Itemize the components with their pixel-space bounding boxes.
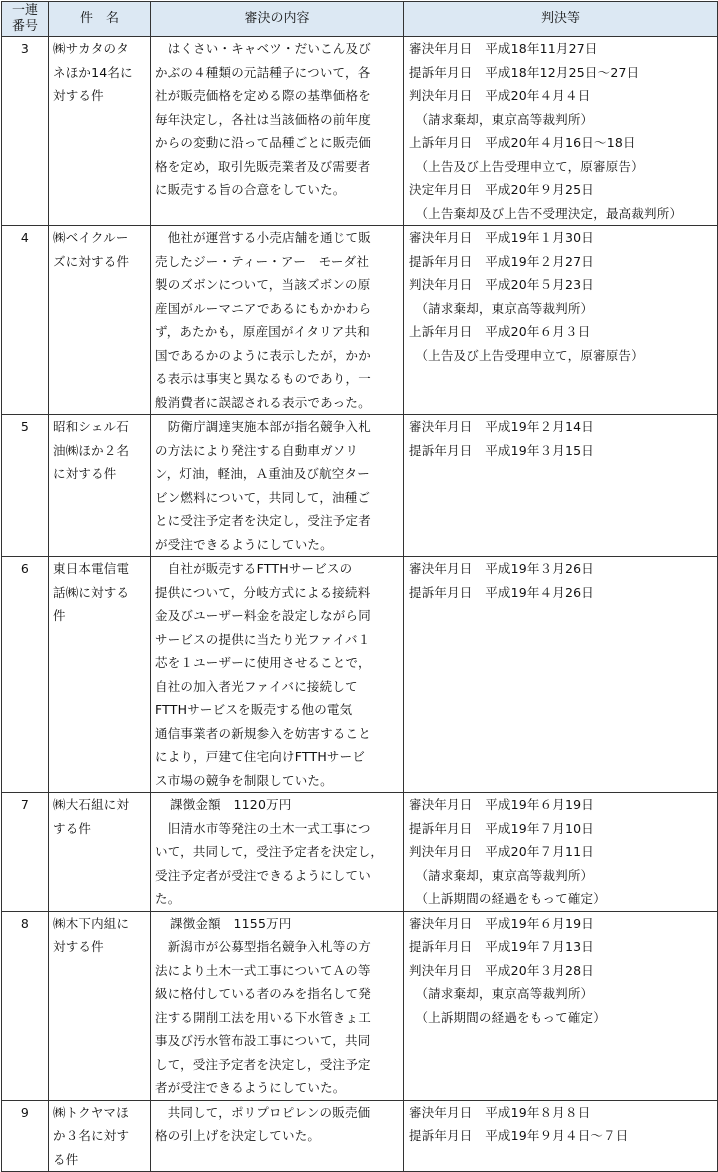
header-ruling: 判決等: [404, 2, 718, 37]
case-name: [49, 415, 151, 557]
decision-content-line: 般消費者に誤認される表示であった。: [155, 394, 371, 410]
decision-content-line: ス市場の競争を制限していた。: [155, 772, 333, 788]
decision-content-line: 格を定め，取引先販売業者及び需要者: [155, 158, 371, 174]
decision-content: [151, 37, 404, 226]
case-name: [49, 793, 151, 912]
ruling-line: 提訴年月日 平成19年７月10日: [409, 820, 595, 836]
decision-content-line: 毎年決定し，各社は当該価格の前年度: [155, 111, 371, 127]
case-name-line: ㈱トクヤマほ: [53, 1104, 129, 1120]
decision-content-line: とに受注予定者を決定し，受注予定者: [155, 513, 371, 528]
ruling-line: 審決年月日 平成19年３月26日: [409, 561, 595, 576]
decision-content-line: 法により土木一式工事についてＡの等: [155, 962, 371, 978]
decision-content-line: ず，あたかも，原産国がイタリア共和: [155, 324, 370, 339]
case-name: [49, 37, 151, 226]
decision-content-line: 国であるかのように表示したが，かか: [155, 347, 371, 363]
decision-content-line: に販売する旨の合意をしていた。: [155, 182, 346, 197]
header-content: 審決の内容: [151, 2, 404, 37]
ruling-line: 判決年月日 平成20年３月28日: [409, 962, 595, 978]
table-body: [2, 37, 718, 1172]
decision-content: [151, 557, 404, 793]
row-number: 5: [2, 415, 49, 557]
decision-content-line: 受注予定者が受注できるようにしてい: [155, 867, 371, 883]
decision-content-line: 事及び汚水管布設工事について，共同: [155, 1033, 371, 1048]
decision-content-line: 旧清水市等発注の土木一式工事につ: [155, 820, 371, 836]
header-num: 一連 番号: [2, 2, 49, 37]
decision-content: [151, 1100, 404, 1172]
surcharge-amount: 課徴金額 1120万円: [170, 797, 292, 812]
table-row: [2, 793, 718, 912]
decision-content-line: 自社の加入者光ファイバに接続して: [155, 678, 358, 694]
case-name-line: か３名に対す: [53, 1128, 130, 1143]
ruling-line: （上訴期間の経過をもって確定）: [409, 1009, 606, 1025]
row-number: 6: [2, 557, 49, 793]
ruling-line: 審決年月日 平成19年６月19日: [409, 797, 595, 812]
decision-content: [151, 793, 404, 912]
header-row: [2, 2, 718, 37]
ruling-line: 審決年月日 平成19年６月19日: [409, 915, 595, 931]
case-name-line: 話㈱に対する: [53, 584, 130, 600]
ruling-line: 審決年月日 平成19年８月８日: [409, 1104, 591, 1120]
ruling-line: 提訴年月日 平成19年４月26日: [409, 584, 595, 600]
ruling-line: 判決年月日 平成20年７月11日: [409, 844, 595, 859]
decision-content-line: からの変動に沿って品種ごとに販売価: [155, 135, 371, 150]
decision-content-line: 社が販売価格を定める際の基準価格を: [155, 88, 371, 103]
ruling-line: （上訴期間の経過をもって確定）: [409, 891, 606, 906]
decision-content-line: はくさい・キャベツ・だいこん及び: [155, 41, 371, 56]
ruling-line: 上訴年月日 平成20年４月16日～18日: [409, 135, 636, 150]
ruling-line: （請求棄却，東京高等裁判所）: [409, 300, 594, 316]
case-name-line: 東日本電信電: [53, 561, 130, 576]
case-name: [49, 226, 151, 415]
decision-content-line: 者が受注できるようにしていた。: [155, 1080, 346, 1095]
decision-content: [151, 226, 404, 415]
decision-content-line: 級に格付している者のみを指名して発: [155, 986, 371, 1001]
case-name-line: 昭和シェル石: [53, 419, 129, 434]
case-name-line: 件: [53, 608, 66, 623]
ruling-details: [404, 911, 718, 1100]
ruling-line: （上告及び上告受理申立て，原審原告）: [409, 347, 644, 363]
ruling-line: 提訴年月日 平成19年２月27日: [409, 253, 595, 269]
table-row: [2, 415, 718, 557]
ruling-line: 審決年月日 平成18年11月27日: [409, 41, 598, 56]
case-name-line: 油㈱ほか２名: [53, 442, 130, 458]
decision-content-line: 自社が販売するFTTHサービスの: [155, 561, 353, 576]
ruling-line: 判決年月日 平成20年４月４日: [409, 88, 591, 103]
decision-content-line: ン，灯油，軽油，Ａ重油及び航空ター: [155, 466, 370, 481]
ruling-line: 提訴年月日 平成19年７月13日: [409, 939, 595, 954]
case-name-line: ㈱大石組に対: [53, 797, 130, 812]
ruling-details: [404, 557, 718, 793]
row-number: 3: [2, 37, 49, 226]
ruling-line: （請求棄却，東京高等裁判所）: [409, 111, 594, 127]
decision-content-line: 注する開削工法を用いる下水管きょ工: [155, 1009, 371, 1025]
table-row: [2, 911, 718, 1100]
case-name-line: ネほか14名に: [53, 64, 133, 80]
decision-content-line: かぶの４種類の元詰種子について，各: [155, 64, 371, 80]
decision-content-line: の方法により発注する自動車ガソリ: [155, 442, 359, 458]
ruling-details: [404, 1100, 718, 1172]
table-row: [2, 37, 718, 226]
case-name-line: する件: [53, 820, 92, 836]
case-name-line: る件: [53, 1151, 79, 1167]
decision-content-line: 共同して，ポリプロピレンの販売価: [155, 1104, 371, 1120]
ruling-line: （上告棄却及び上告不受理決定，最高裁判所）: [409, 205, 683, 221]
row-number: 9: [2, 1100, 49, 1172]
decision-content-line: が受注できるようにしていた。: [155, 536, 333, 552]
ruling-line: 審決年月日 平成19年２月14日: [409, 419, 595, 434]
ruling-details: [404, 226, 718, 415]
ruling-details: [404, 793, 718, 912]
ruling-line: 提訴年月日 平成18年12月25日～27日: [409, 64, 640, 80]
decision-content-line: いて，共同して，受注予定者を決定し，: [155, 844, 384, 859]
ruling-line: 判決年月日 平成20年５月23日: [409, 277, 595, 292]
ruling-details: [404, 37, 718, 226]
decision-content-line: ビン燃料について，共同して，油種ご: [155, 489, 371, 505]
ruling-line: 上訴年月日 平成20年６月３日: [409, 324, 591, 339]
ruling-details: [404, 415, 718, 557]
decision-content-line: により，戸建て住宅向けFTTHサービ: [155, 749, 366, 764]
case-name-line: ㈱サカタのタ: [53, 41, 129, 56]
decision-content-line: 新潟市が公募型指名競争入札等の方: [155, 939, 371, 954]
decision-content-line: 格の引上げを決定していた。: [155, 1128, 321, 1143]
decision-content-line: 他社が運営する小売店舗を通じて販: [155, 230, 371, 245]
ruling-line: （請求棄却，東京高等裁判所）: [409, 986, 594, 1001]
ruling-line: 審決年月日 平成19年１月30日: [409, 230, 595, 245]
decision-content-line: 通信事業者の新規参入を妨害すること: [155, 725, 371, 741]
row-number: 7: [2, 793, 49, 912]
decisions-table: [1, 1, 718, 1172]
header-name: 件 名: [49, 2, 151, 37]
case-name-line: 対する件: [53, 88, 104, 103]
case-name-line: ズに対する件: [53, 253, 130, 269]
case-name-line: ㈱ベイクルー: [53, 230, 129, 245]
ruling-line: （上告及び上告受理申立て，原審原告）: [409, 158, 644, 174]
decision-content-line: 売したジー・ティー・アー モーダ社: [155, 253, 370, 269]
case-name: [49, 1100, 151, 1172]
case-name-line: 対する件: [53, 939, 104, 954]
table-row: [2, 1100, 718, 1172]
row-number: 4: [2, 226, 49, 415]
ruling-line: 決定年月日 平成20年９月25日: [409, 182, 595, 197]
case-name: [49, 557, 151, 793]
table-row: [2, 557, 718, 793]
decision-content-line: 産国がルーマニアであるにもかかわら: [155, 300, 372, 316]
case-name-line: に対する件: [53, 466, 117, 481]
decision-content-line: た。: [155, 891, 181, 906]
decision-content-line: 金及びユーザー料金を設定しながら同: [155, 608, 371, 623]
ruling-line: 提訴年月日 平成19年３月15日: [409, 442, 595, 458]
ruling-line: 提訴年月日 平成19年９月４日～７日: [409, 1128, 629, 1143]
decision-content: [151, 415, 404, 557]
decision-content-line: して，受注予定者を決定し，受注予定: [155, 1056, 371, 1072]
decision-content-line: 製のズボンについて，当該ズボンの原: [155, 277, 371, 292]
decision-content-line: 提供について，分岐方式による接続料: [155, 584, 371, 600]
decision-content-line: サービスの提供に当たり光ファイバ１: [155, 631, 371, 647]
row-number: 8: [2, 911, 49, 1100]
decision-content-line: 芯を１ユーザーに使用させることで，: [155, 655, 371, 670]
surcharge-amount: 課徴金額 1155万円: [170, 915, 292, 931]
decision-content: [151, 911, 404, 1100]
table-row: [2, 226, 718, 415]
decision-content-line: FTTHサービスを販売する他の電気: [155, 702, 353, 717]
case-name: [49, 911, 151, 1100]
decision-content-line: る表示は事実と異なるものであり，一: [155, 371, 371, 386]
case-name-line: ㈱木下内組に: [53, 915, 130, 931]
ruling-line: （請求棄却，東京高等裁判所）: [409, 867, 594, 883]
decision-content-line: 防衛庁調達実施本部が指名競争入札: [155, 419, 371, 434]
